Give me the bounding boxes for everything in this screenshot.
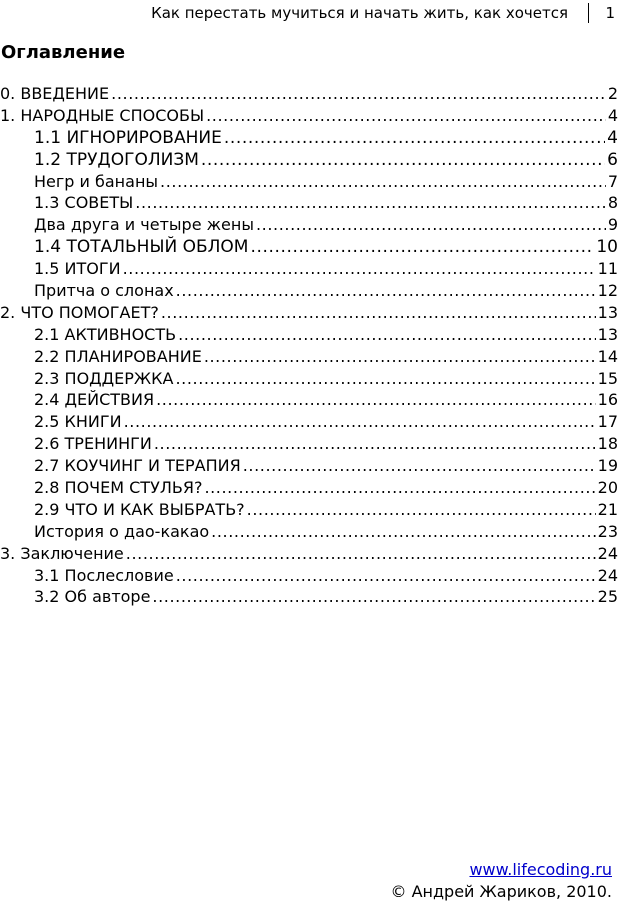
toc-entry-title: 1. НАРОДНЫЕ СПОСОБЫ [0, 105, 205, 125]
toc-entry[interactable] [0, 215, 620, 237]
toc-entry-title: Притча о слонах [34, 281, 174, 301]
toc-dot-leader [111, 84, 606, 103]
toc-entry[interactable] [0, 478, 620, 500]
copyright-text: © Андрей Жариков, 2010. [390, 882, 612, 901]
toc-entry-title: Негр и бананы [34, 171, 159, 191]
toc-entry[interactable] [0, 237, 620, 259]
toc-entry[interactable] [0, 390, 620, 412]
toc-entry[interactable] [0, 193, 620, 215]
toc-entry-page: 4 [607, 127, 618, 148]
toc-entry-title: История о дао-какао [34, 521, 210, 541]
toc-entry-page: 17 [597, 412, 618, 432]
toc-dot-leader [135, 193, 606, 212]
toc-entry[interactable] [0, 128, 620, 150]
toc-entry-page: 8 [607, 193, 618, 213]
toc-entry-page: 19 [597, 456, 618, 476]
toc-entry[interactable] [0, 456, 620, 478]
toc-dot-leader [247, 500, 596, 519]
toc-dot-leader [256, 215, 606, 234]
toc-heading: Оглавление [1, 42, 126, 63]
toc-entry-title: 2.9 ЧТО И КАК ВЫБРАТЬ? [34, 499, 245, 519]
toc-entry[interactable] [0, 281, 620, 303]
page-number: 1 [605, 4, 615, 22]
table-of-contents [0, 84, 620, 609]
toc-entry-title: 2.8 ПОЧЕМ СТУЛЬЯ? [34, 478, 203, 498]
toc-entry-title: 1.3 СОВЕТЫ [34, 193, 134, 213]
toc-entry-page: 14 [597, 346, 618, 366]
toc-entry[interactable] [0, 172, 620, 194]
toc-dot-leader [126, 544, 596, 563]
toc-entry-page: 16 [597, 390, 618, 410]
toc-dot-leader [161, 303, 596, 322]
toc-entry-title: 3.1 Послесловие [34, 565, 174, 585]
toc-entry-title: 2.2 ПЛАНИРОВАНИЕ [34, 346, 202, 366]
toc-dot-leader [204, 347, 596, 366]
toc-entry-title: 3. Заключение [0, 543, 124, 563]
toc-entry-title: 3.2 Об авторе [34, 587, 151, 607]
toc-entry-page: 23 [597, 521, 618, 541]
toc-dot-leader [176, 281, 596, 300]
toc-entry-title: 1.1 ИГНОРИРОВАНИЕ [34, 127, 222, 148]
toc-entry-title: 2. ЧТО ПОМОГАЕТ? [0, 302, 159, 322]
toc-dot-leader [243, 456, 596, 475]
toc-dot-leader [123, 259, 596, 278]
toc-entry-title: 1.4 ТОТАЛЬНЫЙ ОБЛОМ [34, 237, 249, 258]
toc-entry-page: 15 [597, 368, 618, 388]
toc-entry[interactable] [0, 500, 620, 522]
header-divider [588, 3, 589, 23]
toc-dot-leader [160, 172, 606, 191]
toc-entry-title: 1.5 ИТОГИ [34, 259, 121, 279]
toc-dot-leader [178, 325, 596, 344]
toc-entry[interactable] [0, 347, 620, 369]
toc-dot-leader [201, 150, 605, 170]
toc-entry[interactable] [0, 369, 620, 391]
toc-entry[interactable] [0, 106, 620, 128]
toc-entry[interactable] [0, 434, 620, 456]
toc-entry-title: 2.5 КНИГИ [34, 412, 122, 432]
toc-entry[interactable] [0, 303, 620, 325]
toc-entry-title: 2.1 АКТИВНОСТЬ [34, 324, 177, 344]
toc-dot-leader [204, 478, 595, 497]
toc-dot-leader [224, 128, 605, 148]
toc-entry-title: 2.4 ДЕЙСТВИЯ [34, 390, 155, 410]
toc-entry-page: 24 [597, 565, 618, 585]
toc-entry[interactable] [0, 412, 620, 434]
toc-dot-leader [250, 237, 594, 257]
toc-entry-page: 21 [597, 499, 618, 519]
page-header [0, 2, 620, 24]
toc-entry[interactable] [0, 84, 620, 106]
toc-entry-page: 12 [597, 281, 618, 301]
toc-entry[interactable] [0, 259, 620, 281]
toc-dot-leader [206, 106, 606, 125]
toc-entry-title: 2.7 КОУЧИНГ И ТЕРАПИЯ [34, 456, 241, 476]
toc-dot-leader [152, 587, 595, 606]
toc-entry-page: 25 [597, 587, 618, 607]
running-title: Как перестать мучиться и начать жить, как хочется [151, 4, 568, 22]
toc-entry-page: 24 [597, 543, 618, 563]
toc-entry-page: 9 [607, 215, 618, 235]
toc-entry-page: 6 [607, 149, 618, 170]
toc-entry-page: 7 [607, 171, 618, 191]
toc-entry-page: 20 [597, 478, 618, 498]
toc-dot-leader [156, 390, 596, 409]
toc-entry-page: 2 [607, 84, 618, 103]
toc-entry-title: 1.2 ТРУДОГОЛИЗМ [34, 149, 199, 170]
toc-entry[interactable] [0, 544, 620, 566]
toc-entry-title: 2.6 ТРЕНИНГИ [34, 434, 152, 454]
toc-entry-page: 11 [597, 259, 618, 279]
website-link[interactable]: www.lifecoding.ru [469, 860, 612, 879]
toc-entry[interactable] [0, 566, 620, 588]
toc-entry-page: 10 [596, 237, 618, 258]
toc-dot-leader [154, 434, 596, 453]
toc-dot-leader [176, 566, 596, 585]
toc-entry-title: 2.3 ПОДДЕРЖКА [34, 368, 174, 388]
toc-entry[interactable] [0, 522, 620, 544]
toc-entry-title: Два друга и четыре жены [34, 215, 254, 235]
toc-entry-page: 4 [607, 105, 618, 125]
toc-entry-title: 0. ВВЕДЕНИЕ [0, 84, 110, 103]
toc-entry-page: 13 [597, 324, 618, 344]
toc-entry-page: 18 [597, 434, 618, 454]
toc-entry[interactable] [0, 587, 620, 609]
toc-dot-leader [124, 412, 596, 431]
toc-dot-leader [211, 522, 595, 541]
toc-dot-leader [175, 369, 595, 388]
toc-entry[interactable] [0, 325, 620, 347]
toc-entry[interactable] [0, 150, 620, 172]
toc-entry-page: 13 [597, 302, 618, 322]
